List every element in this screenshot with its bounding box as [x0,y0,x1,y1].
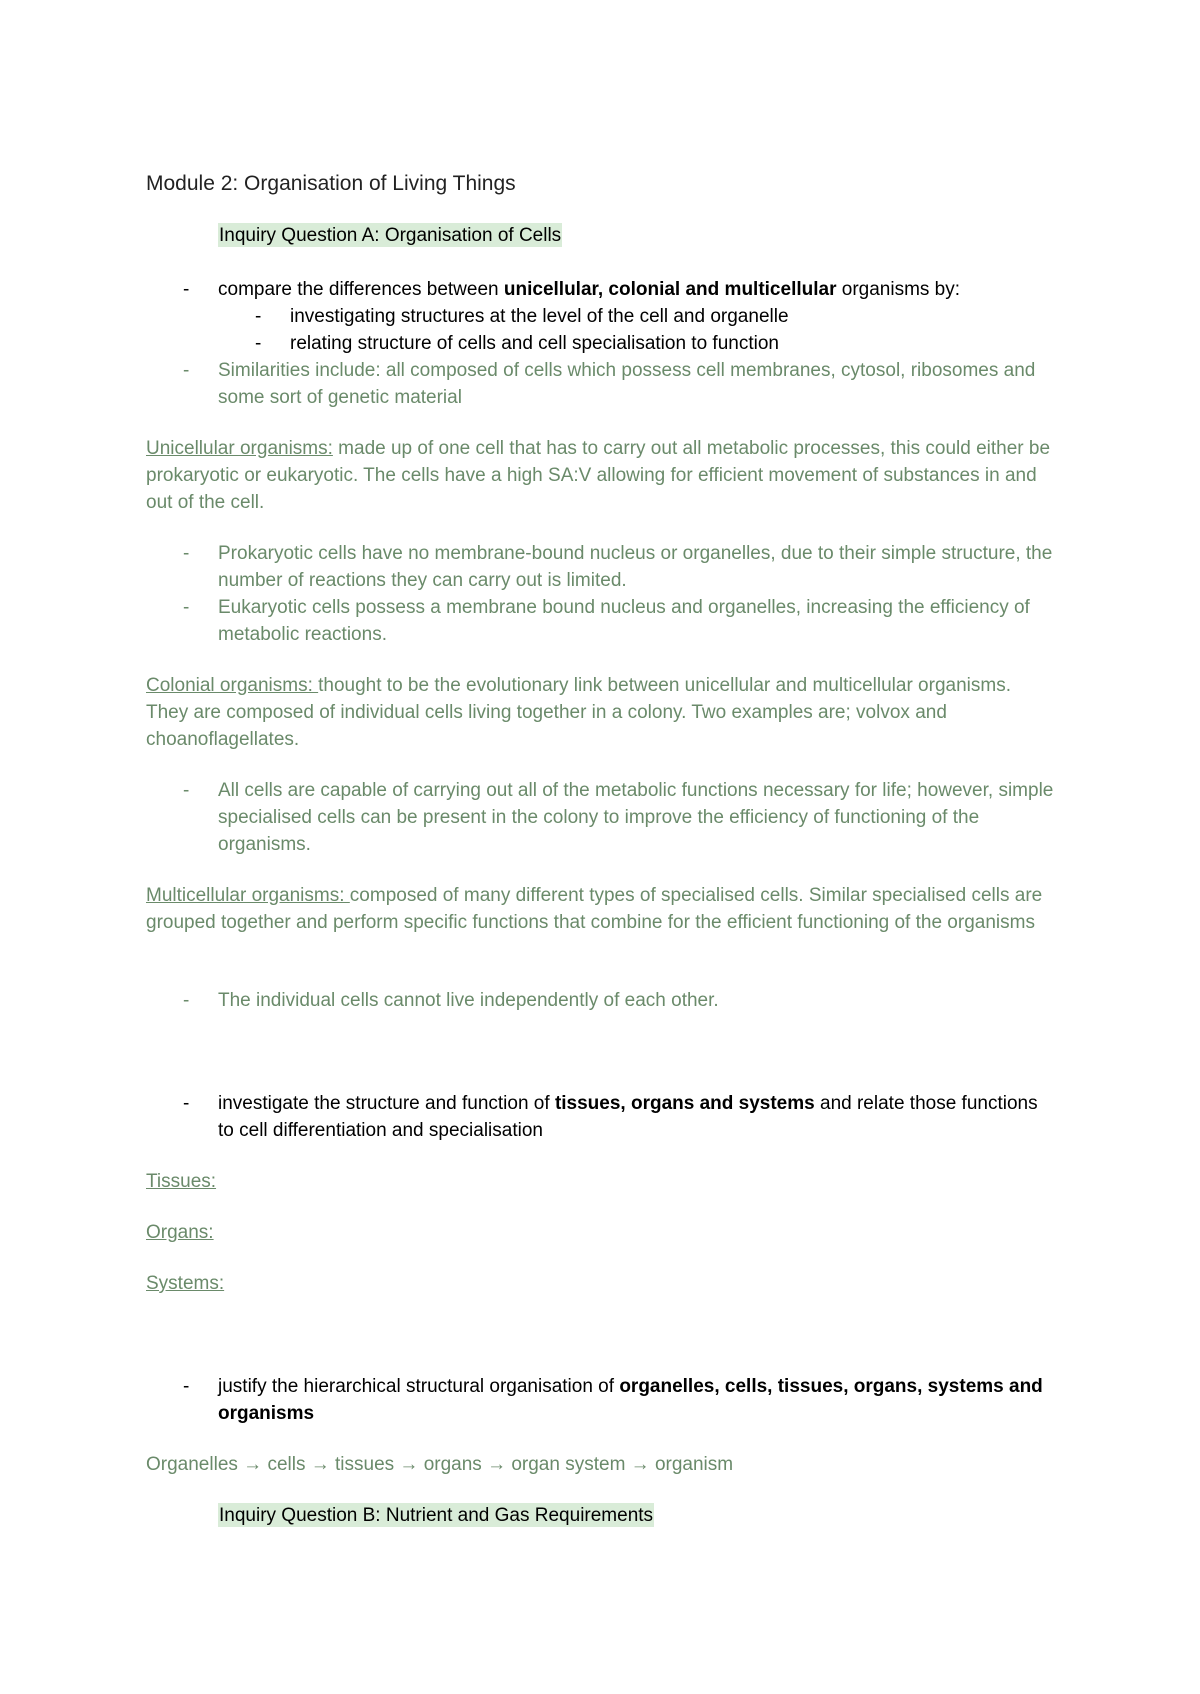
paragraph-multicellular [146,882,1058,936]
multicellular-heading: Multicellular organisms: [146,885,350,906]
bullet-dash: - [183,279,190,300]
bullet-eukaryotic [183,594,1058,648]
bullet-compare-pre: compare the differences between [218,279,504,300]
tissues-heading [146,1168,1058,1195]
bullet-colonial-cells [183,777,1058,858]
inquiry-question-b-text: Inquiry Question B: Nutrient and Gas Requirements [219,1505,654,1526]
bullet-investigate-pre: investigate the structure and function of [218,1093,555,1114]
bullet-dash: - [183,1376,190,1397]
bullet-compare-bold: unicellular, colonial and multicellular [503,279,837,300]
bullet-investigate-post: and relate those functions to cell differentiation and specialisation [218,1093,1038,1141]
bullet-investigate-tissues [183,1090,1058,1144]
subbullet-investigating-text: investigating structures at the level of the cell and organelle [290,306,789,327]
hierarchy-line: Organelles → cells → tissues → organs → organ system → organism [146,1454,734,1475]
bullet-independent [183,987,1058,1014]
bullet-compare [183,276,1058,303]
organs-heading [146,1219,1058,1246]
bullet-justify-pre: justify the hierarchical structural organisation of [218,1376,620,1397]
tissues-label: Tissues: [146,1171,217,1192]
bullet-dash: - [255,306,262,327]
bullet-justify [183,1373,1058,1427]
subbullet-relating [255,330,1058,357]
bullet-dash: - [183,780,190,801]
bullet-dash: - [183,360,190,381]
systems-heading [146,1270,1058,1297]
inquiry-question-b [218,1502,1058,1529]
bullet-prokaryotic [183,540,1058,594]
subbullet-investigating [255,303,1058,330]
bullet-colonial-cells-text: All cells are capable of carrying out all of the metabolic functions necessary for life; however, simple specialised cells can be present in the colony to improve the efficiency of functioning of the organisms. [218,780,1054,855]
bullet-similarities-text: Similarities include: all composed of cells which possess cell membranes, cytosol, ribosomes and some sort of genetic material [218,360,1036,408]
organs-label: Organs: [146,1222,214,1243]
subbullet-relating-text: relating structure of cells and cell specialisation to function [290,333,779,354]
bullet-investigate-bold: tissues, organs and systems [554,1093,815,1114]
bullet-dash: - [255,333,262,354]
bullet-prokaryotic-text: Prokaryotic cells have no membrane-bound nucleus or organelles, due to their simple structure, the number of reactions they can carry out is limited. [218,543,1053,591]
page-title: Module 2: Organisation of Living Things [146,172,516,195]
bullet-justify-bold: organelles, cells, tissues, organs, systems and organisms [218,1376,1043,1424]
unicellular-heading: Unicellular organisms: [146,438,333,459]
bullet-dash: - [183,990,190,1011]
bullet-dash: - [183,1093,190,1114]
bullet-dash: - [183,543,190,564]
paragraph-unicellular [146,435,1058,516]
bullet-eukaryotic-text: Eukaryotic cells possess a membrane bound nucleus and organelles, increasing the efficiency of metabolic reactions. [218,597,1030,645]
bullet-dash: - [183,597,190,618]
colonial-text: thought to be the evolutionary link between unicellular and multicellular organisms. They are composed of individual cells living together in a colony. Two examples are; volvox and choanoflagellates. [146,675,1011,750]
colonial-heading: Colonial organisms: [146,675,319,696]
unicellular-text: made up of one cell that has to carry out all metabolic processes, this could either be prokaryotic or eukaryotic. The cells have a high SA:V allowing for efficient movement of substances in and out of the cell. [146,438,1051,513]
bullet-similarities [183,357,1058,411]
inquiry-question-a-text: Inquiry Question A: Organisation of Cells [219,225,562,246]
paragraph-colonial [146,672,1058,753]
bullet-compare-post: organisms by: [836,279,961,300]
systems-label: Systems: [146,1273,225,1294]
bullet-independent-text: The individual cells cannot live independently of each other. [218,990,719,1011]
multicellular-text: composed of many different types of specialised cells. Similar specialised cells are grouped together and perform specific functions that combine for the efficient functioning of the organisms [146,885,1043,933]
inquiry-question-a [218,222,1058,249]
